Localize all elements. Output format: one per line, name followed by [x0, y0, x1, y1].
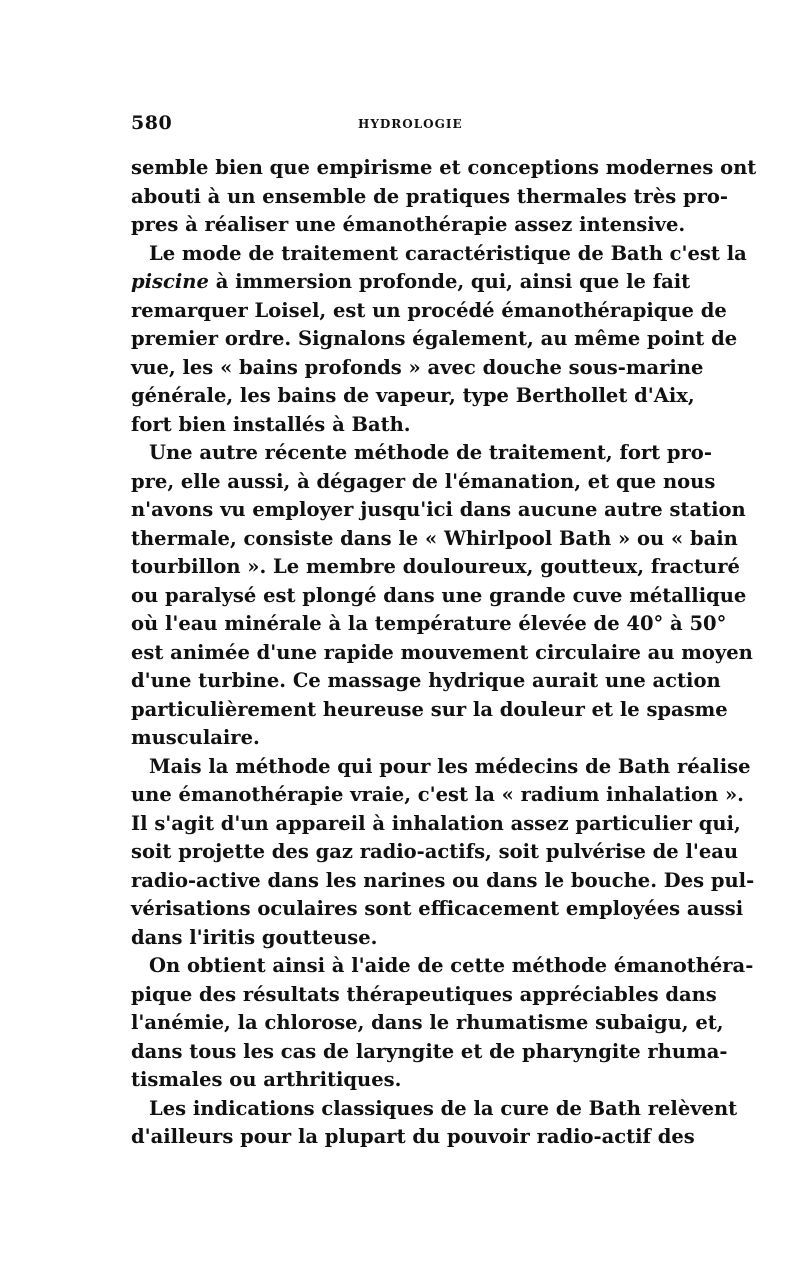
paragraph-6: [131, 1095, 738, 1152]
text-line: où l'eau minérale à la température élevée de 40° à 50°: [131, 612, 727, 635]
paragraph-1: [131, 154, 757, 240]
text-line: pres à réaliser une émanothérapie assez intensive.: [131, 213, 686, 236]
paragraph-4: [131, 753, 755, 953]
text-line: musculaire.: [131, 726, 260, 749]
text-line: vérisations oculaires sont efficacement employées aussi: [131, 897, 744, 920]
text-line: Il s'agit d'un appareil à inhalation assez particulier qui,: [131, 811, 741, 835]
text-line-with-italic: [131, 268, 691, 297]
text-line: abouti à un ensemble de pratiques thermales très pro-: [131, 184, 729, 208]
text-line: dans tous les cas de laryngite et de pharyngite rhuma-: [131, 1039, 728, 1063]
text-line: remarquer Loisel, est un procédé émanothérapique de: [131, 298, 727, 322]
text-line: pre, elle aussi, à dégager de l'émanation, et que nous: [131, 469, 716, 493]
text-line: Une autre récente méthode de traitement, fort pro-: [149, 441, 712, 464]
text-line: l'anémie, la chlorose, dans le rhumatisme subaigu, et,: [131, 1011, 724, 1034]
text-line: dans l'iritis goutteuse.: [131, 925, 378, 949]
paragraph-5: [131, 952, 754, 1095]
text-line: thermale, consiste dans le « Whirlpool Bath » ou « bain: [131, 526, 738, 550]
paragraph-2: [131, 240, 747, 440]
body-text: [131, 154, 757, 1152]
text-line: particulièrement heureuse sur la douleur et le spasme: [131, 697, 728, 721]
text-line: une émanothérapie vraie, c'est la « radium inhalation ».: [131, 783, 744, 806]
text-line: n'avons vu employer jusqu'ici dans aucune autre station: [131, 498, 746, 521]
page-header: [131, 112, 671, 138]
text-line: tourbillon ». Le membre douloureux, goutteux, fracturé: [131, 555, 740, 578]
text-line: tismales ou arthritiques.: [131, 1068, 402, 1091]
text-line: Le mode de traitement caractéristique de Bath c'est la: [149, 241, 747, 265]
running-head: HYDROLOGIE: [358, 117, 463, 131]
paragraph-3: [131, 439, 753, 753]
text-line: premier ordre. Signalons également, au même point de: [131, 327, 738, 350]
text-line: d'une turbine. Ce massage hydrique aurait une action: [131, 669, 721, 692]
text-line: Mais la méthode qui pour les médecins de Bath réalise: [149, 754, 751, 778]
text-line: fort bien installés à Bath.: [131, 412, 411, 436]
text-line: est animée d'une rapide mouvement circulaire au moyen: [131, 640, 753, 664]
text-line-rest: à immersion profonde, qui, ainsi que le fait: [215, 270, 691, 293]
text-line: vue, les « bains profonds » avec douche sous-marine: [131, 355, 704, 379]
text-line: soit projette des gaz radio-actifs, soit pulvérise de l'eau: [131, 840, 739, 863]
text-line: radio-active dans les narines ou dans le bouche. Des pul-: [131, 868, 755, 892]
text-line: générale, les bains de vapeur, type Berthollet d'Aix,: [131, 384, 695, 407]
text-line: On obtient ainsi à l'aide de cette méthode émanothéra-: [149, 954, 754, 977]
text-line: d'ailleurs pour la plupart du pouvoir radio-actif des: [131, 1125, 695, 1148]
text-line: Les indications classiques de la cure de Bath relèvent: [149, 1096, 738, 1120]
italic-word: piscine: [131, 270, 209, 293]
page-number: 580: [131, 112, 173, 134]
text-line: pique des résultats thérapeutiques appréciables dans: [131, 982, 717, 1006]
text-line: semble bien que empirisme et conceptions modernes ont: [131, 156, 757, 179]
text-line: ou paralysé est plongé dans une grande cuve métallique: [131, 583, 747, 607]
